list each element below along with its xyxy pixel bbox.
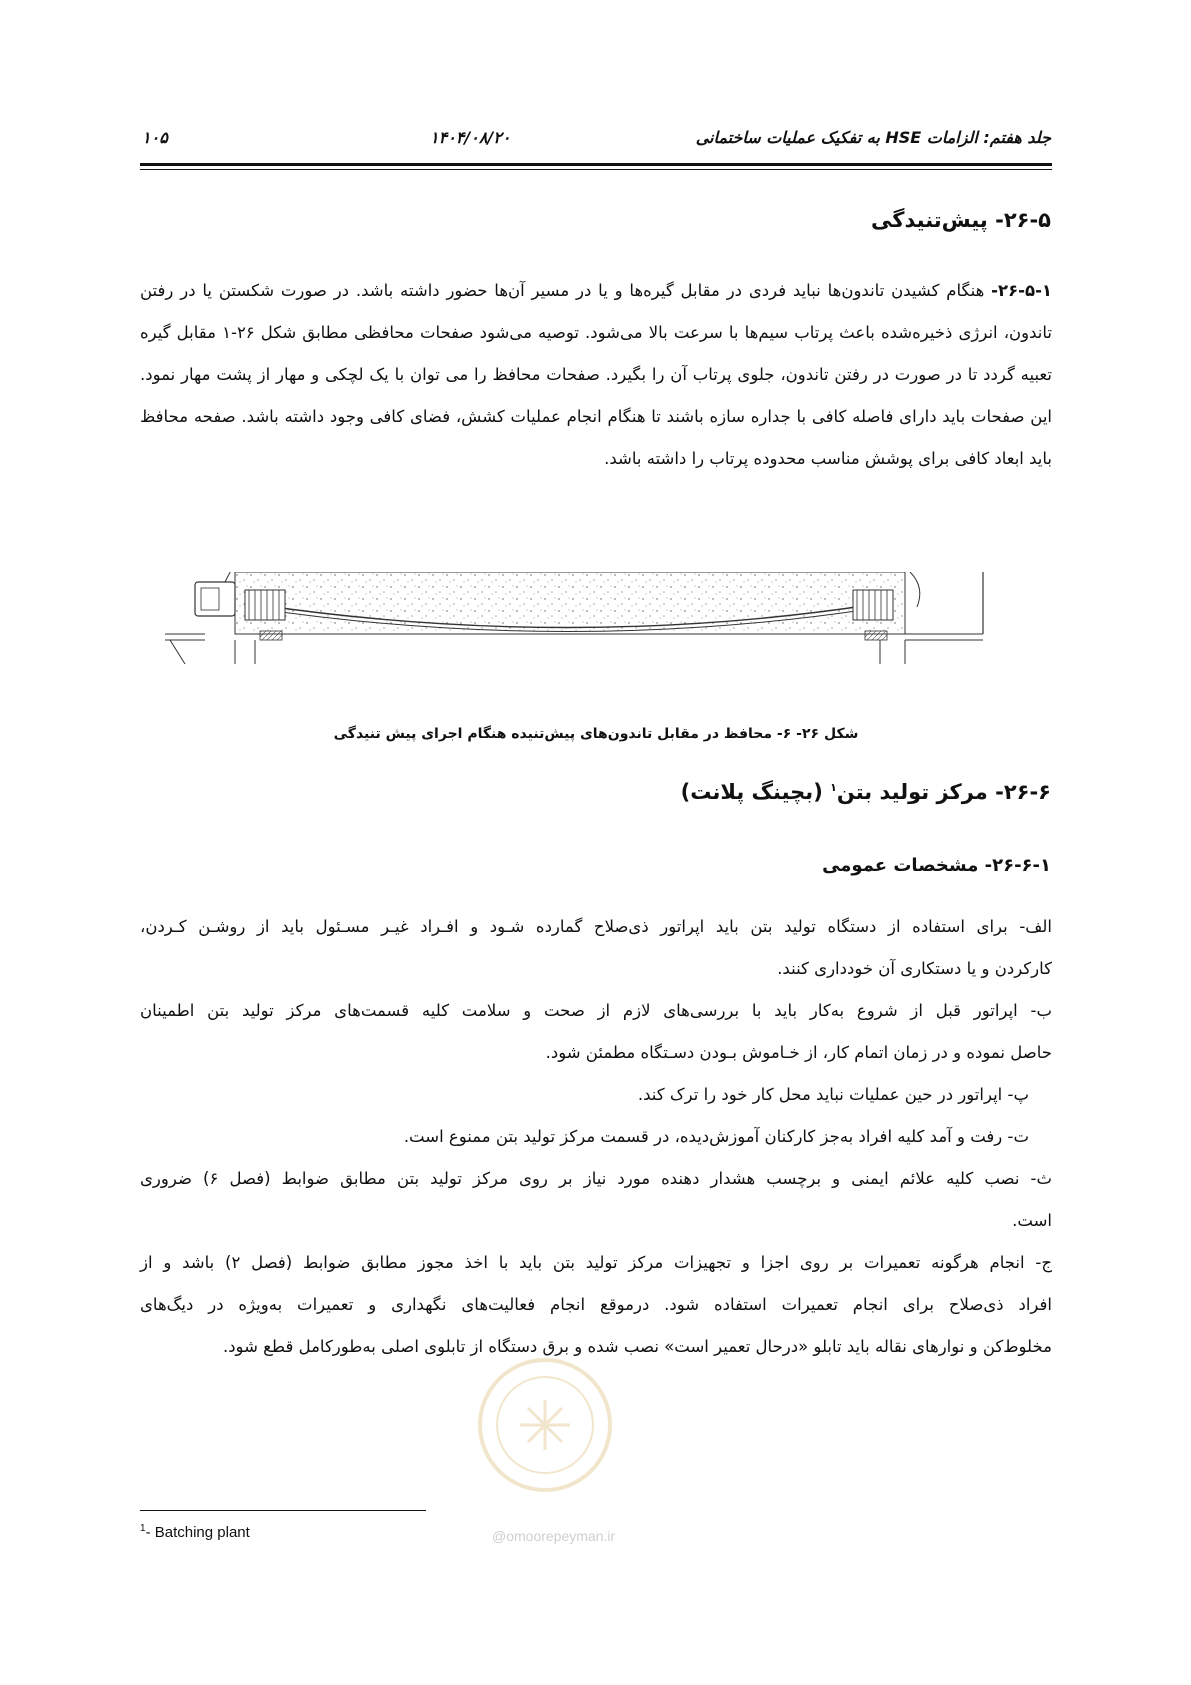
item-alef-line-2: کارکردن و یا دستکاری آن خودداری کنند. (777, 959, 1052, 978)
concrete-slab (235, 572, 905, 634)
watermark-text: @omoorepeyman.ir (492, 1528, 616, 1544)
item-te: ت- رفت و آمد کلیه افراد به‌جز کارکنان آموزش‌دیده، در قسمت مرکز تولید بتن ممنوع است. (403, 1127, 1029, 1146)
item-pe: پ- اپراتور در حین عملیات نباید محل کار خود را ترک کند. (637, 1085, 1029, 1104)
running-header-title: جلد هفتم: الزامات HSE به تفکیک عملیات ساختمانی (695, 128, 1051, 147)
paragraph-number: ۲۶-۵-۱- (991, 281, 1052, 300)
paragraph-text: هنگام کشیدن تاندون‌ها نباید فردی در مقابل گیره‌ها و یا در مسیر آن‌ها حضور داشته باشد. در صورت شکستن یا در رفتن تاندون، انرژی ذخیره‌شده باعث پرتاب سیم‌ها با سرعت بالا می‌شود. توصیه می‌شود صفحات محافظی مطابق شکل ۲۶-۱ مقابل گیره تعبیه گردد تا در صورت در رفتن تاندون، جلوی پرتاب آن را بگیرد. صفحات محافظ را می توان با یک لچکی و مهار از پشت مهار نمود. این صفحات باید دارای فاصله کافی با جداره سازه باشند تا هنگام انجام عملیات کشش، فضای کافی وجود داشته باشد. صفحه محافظ باید ابعاد کافی برای پوشش مناسب محدوده پرتاب را داشته باشد. (140, 281, 1052, 468)
footnote-marker: 1 (140, 1523, 146, 1534)
page-number: ۱۰۵ (142, 128, 168, 147)
subsection-heading-general: ۲۶-۶-۱- مشخصات عمومی (822, 855, 1051, 876)
section-heading-text: ۲۶-۶- مرکز تولید بتن (836, 780, 1051, 804)
section-heading-prestressing: ۲۶-۵- پیش‌تنیدگی (871, 208, 1051, 232)
item-jim-line-3: مخلوط‌کن و نوارهای نقاله باید تابلو «درحال تعمیر است» نصب شده و برق دستگاه از تابلوی اصلی به‌طورکامل قطع شود. (222, 1337, 1052, 1356)
paragraph-26-5-1 (140, 270, 1052, 480)
footnote-text: - Batching plant (145, 1524, 250, 1541)
item-se-line-2: است. (1012, 1211, 1052, 1230)
footnote-rule (140, 1510, 426, 1511)
running-header-date: ۱۴۰۴/۰۸/۲۰ (430, 128, 511, 147)
tendon-protection-figure (165, 572, 1015, 664)
item-be-line-2: حاصل نموده و در زمان اتمام کار، از خـاموش بـودن دسـتگاه مطمئن شود. (545, 1043, 1052, 1062)
header-rule-thin (140, 169, 1052, 170)
section-heading-tail: (بچینگ پلانت) (680, 780, 831, 804)
footnote (140, 1523, 250, 1541)
footnote-reference: ۱ (830, 781, 837, 794)
figure-caption: شکل ۲۶- ۶- محافظ در مقابل تاندون‌های پیش‌تنیده هنگام اجرای پیش تنیدگی (333, 726, 859, 742)
item-jim-line-2: افراد ذی‌صلاح برای انجام تعمیرات استفاده شود. درموقع انجام فعالیت‌های نگهداری و تعمیرات به‌ویژه در دیگ‌های (140, 1295, 1052, 1314)
item-be-line-1: ب- اپراتور قبل از شروع به‌کار باید با بررسی‌های لازم از صحت و سلامت کلیه قسمت‌های مرکز تولید بتن اطمینان (140, 1001, 1052, 1020)
watermark-logo (470, 1330, 620, 1520)
item-jim-line-1: ج- انجام هرگونه تعمیرات بر روی اجزا و تجهیزات مرکز تولید بتن باید با اخذ مجوز مطابق ضوابط (فصل ۲) باشد و از (140, 1253, 1052, 1272)
section-heading-batching-plant (681, 780, 1051, 804)
item-alef-line-1: الف- برای استفاده از دستگاه تولید بتن باید اپراتور ذی‌صلاح گمارده شـود و افـراد غیـر مسـئول باید از روشـن کـردن، (140, 917, 1052, 936)
header-rule-thick (140, 163, 1052, 166)
item-se-line-1: ث- نصب کلیه علائم ایمنی و برچسب هشدار دهنده مورد نیاز بر روی مرکز تولید بتن مطابق ضوابط (فصل ۶) ضروری (140, 1169, 1053, 1188)
